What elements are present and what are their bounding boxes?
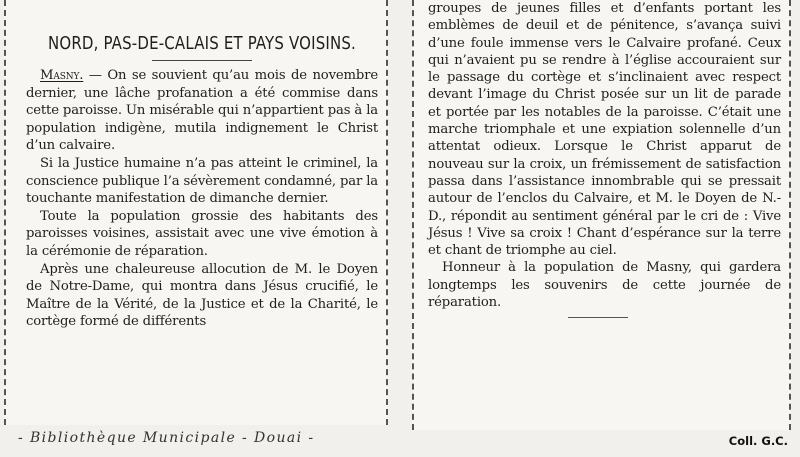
paragraph-procession: groupes de jeunes filles et d’enfants portant les emblèmes de deuil et de pénitence, s’avança suivi d’une foule immense vers le Calvaire profané. Ceux qui n’avaient pu se rendre à l’église accouraient sur le passage du cortège et s’inclinaient avec respect devant l’image du Christ posée sur un lit de parade et portée par les notables de la paroisse. C’était une marche triomphale et une expiation solennelle d’un attentat odieux. Lorsque le Christ apparut de nouveau sur la croix, un frémissement de satisfaction passa dans l’assistance innombrable qui se pressait autour de l’enclos du Calvaire, et M. le Doyen de N.-D., répondit au sentiment général par le cri de : Vive Jésus ! Vive sa croix ! Chant d’espérance sur la terre et chant de triomphe au ciel. [428,1,781,259]
lead-paragraph-text: — On se souvient qu’au mois de novembre dernier, une lâche profanation a été commise dans cette paroisse. Un misérable qui n’appartient pas à la population indigène, mutila indignement le Christ d’un calvaire. [26,68,378,154]
lead-paragraph [26,67,378,155]
heading-rule [152,60,252,61]
lead-place-name: Masny. [40,68,84,83]
article-heading: NORD, PAS-DE-CALAIS ET PAYS VOISINS. [48,34,356,54]
article-left-column [4,0,388,425]
paragraph-allocution: Après une chaleureuse allocution de M. le Doyen de Notre-Dame, qui montra dans Jésus crucifié, le Maître de la Vérité, de la Justice et de la Charité, le cortège formé de différents [26,261,378,330]
paragraph-honneur: Honneur à la population de Masny, qui gardera longtemps les souvenirs de cette journée de réparation. [428,260,781,311]
closing-rule [568,317,628,318]
handwritten-library-note: - Bibliothèque Municipale - Douai - [18,430,315,446]
paragraph-population: Toute la population grossie des habitants des paroisses voisines, assistait avec une vive émotion à la cérémonie de réparation. [26,208,378,259]
article-right-column [412,0,791,430]
collection-credit: Coll. G.C. [728,434,788,448]
paragraph-justice: Si la Justice humaine n’a pas atteint le criminel, la conscience publique l’a sévèrement condamné, par la touchante manifestation de dimanche dernier. [26,155,378,207]
